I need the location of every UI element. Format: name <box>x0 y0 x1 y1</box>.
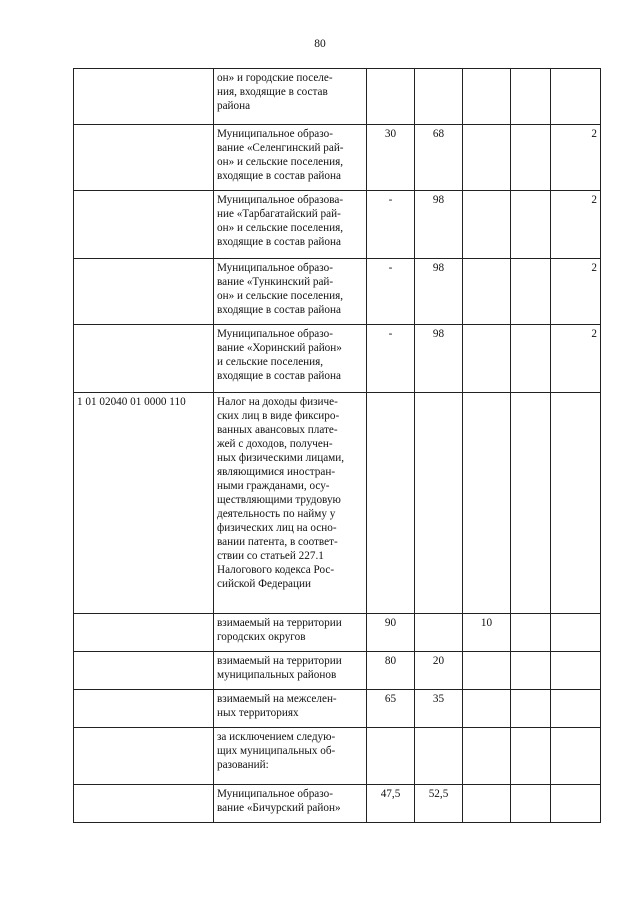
code-cell: 1 01 02040 01 0000 110 <box>74 393 214 614</box>
code-cell <box>74 259 214 325</box>
value-cell-5 <box>551 614 601 652</box>
page-number: 80 <box>314 38 326 50</box>
code-cell <box>74 69 214 125</box>
description-cell: Муниципальное образо- вание «Бичурский район» <box>214 785 367 823</box>
value-cell-5: 2 <box>551 325 601 393</box>
description-cell: Налог на доходы физиче- ских лиц в виде фиксиро- ванных авансовых плате- жей с доходов, получен- ных физическими лицами, являющимися иностран- ными гражданами, осу- ществляющими трудовую деятельность по найму у физических лиц на осно- вании патента, в соответ- ствии со статьей 227.1 Налогового кодекса Рос- сийской Федерации <box>214 393 367 614</box>
value-cell-3 <box>463 259 511 325</box>
value-cell-1: - <box>367 259 415 325</box>
code-cell <box>74 614 214 652</box>
value-cell-3 <box>463 325 511 393</box>
table-row <box>74 125 601 191</box>
value-cell-2: 98 <box>415 259 463 325</box>
table-row <box>74 652 601 690</box>
value-cell-5 <box>551 785 601 823</box>
table-row <box>74 393 601 614</box>
description-cell: он» и городские поселе- ния, входящие в состав района <box>214 69 367 125</box>
description-cell: взимаемый на территории муниципальных районов <box>214 652 367 690</box>
value-cell-4 <box>511 259 551 325</box>
value-cell-4 <box>511 125 551 191</box>
value-cell-2: 35 <box>415 690 463 728</box>
value-cell-2: 98 <box>415 191 463 259</box>
value-cell-3 <box>463 690 511 728</box>
value-cell-1 <box>367 69 415 125</box>
value-cell-1: 30 <box>367 125 415 191</box>
table-row <box>74 614 601 652</box>
value-cell-5: 2 <box>551 259 601 325</box>
value-cell-2: 68 <box>415 125 463 191</box>
value-cell-5 <box>551 728 601 785</box>
value-cell-1: - <box>367 191 415 259</box>
table-row <box>74 69 601 125</box>
value-cell-2: 20 <box>415 652 463 690</box>
value-cell-3 <box>463 191 511 259</box>
value-cell-4 <box>511 191 551 259</box>
code-cell <box>74 325 214 393</box>
value-cell-2 <box>415 728 463 785</box>
value-cell-4 <box>511 728 551 785</box>
description-cell: за исключением следую- щих муниципальных об- разований: <box>214 728 367 785</box>
value-cell-5 <box>551 69 601 125</box>
budget-distribution-table <box>73 68 601 823</box>
value-cell-1: 65 <box>367 690 415 728</box>
table-row <box>74 259 601 325</box>
table-row <box>74 785 601 823</box>
table-row <box>74 191 601 259</box>
value-cell-1: - <box>367 325 415 393</box>
code-cell <box>74 125 214 191</box>
value-cell-5 <box>551 652 601 690</box>
code-cell <box>74 728 214 785</box>
value-cell-3 <box>463 393 511 614</box>
value-cell-2 <box>415 69 463 125</box>
value-cell-2: 98 <box>415 325 463 393</box>
code-cell <box>74 785 214 823</box>
value-cell-1: 80 <box>367 652 415 690</box>
description-cell: взимаемый на межселен- ных территориях <box>214 690 367 728</box>
table-row <box>74 690 601 728</box>
value-cell-1 <box>367 393 415 614</box>
value-cell-3 <box>463 652 511 690</box>
value-cell-2 <box>415 393 463 614</box>
value-cell-3 <box>463 69 511 125</box>
value-cell-5: 2 <box>551 191 601 259</box>
value-cell-4 <box>511 393 551 614</box>
description-cell: взимаемый на территории городских округов <box>214 614 367 652</box>
value-cell-1: 90 <box>367 614 415 652</box>
table-row <box>74 728 601 785</box>
value-cell-2: 52,5 <box>415 785 463 823</box>
description-cell: Муниципальное образо- вание «Селенгинский рай- он» и сельские поселения, входящие в состав района <box>214 125 367 191</box>
value-cell-3 <box>463 728 511 785</box>
value-cell-4 <box>511 690 551 728</box>
description-cell: Муниципальное образова- ние «Тарбагатайский рай- он» и сельские поселения, входящие в состав района <box>214 191 367 259</box>
value-cell-3 <box>463 785 511 823</box>
description-cell: Муниципальное образо- вание «Хоринский район» и сельские поселения, входящие в состав района <box>214 325 367 393</box>
value-cell-1: 47,5 <box>367 785 415 823</box>
value-cell-5 <box>551 690 601 728</box>
value-cell-4 <box>511 652 551 690</box>
value-cell-5: 2 <box>551 125 601 191</box>
value-cell-4 <box>511 785 551 823</box>
value-cell-3 <box>463 125 511 191</box>
code-cell <box>74 191 214 259</box>
code-cell <box>74 690 214 728</box>
value-cell-3: 10 <box>463 614 511 652</box>
value-cell-4 <box>511 325 551 393</box>
value-cell-2 <box>415 614 463 652</box>
value-cell-4 <box>511 614 551 652</box>
value-cell-4 <box>511 69 551 125</box>
description-cell: Муниципальное образо- вание «Тункинский рай- он» и сельские поселения, входящие в состав района <box>214 259 367 325</box>
value-cell-5 <box>551 393 601 614</box>
code-cell <box>74 652 214 690</box>
value-cell-1 <box>367 728 415 785</box>
table-row <box>74 325 601 393</box>
